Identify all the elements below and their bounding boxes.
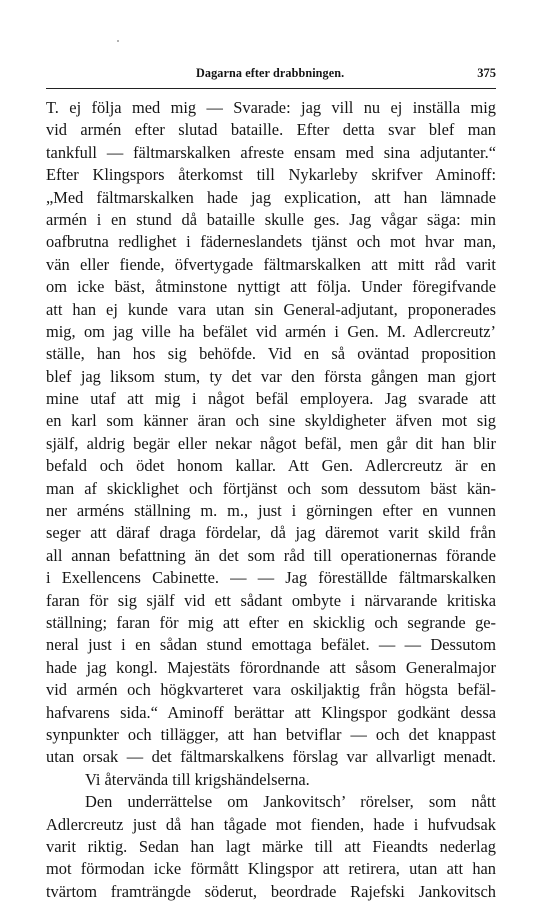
- text-line: hafvarens sida.“ Aminoff berättar att Klingspor godkänt dessa: [46, 702, 496, 722]
- text-line: i Exellencens Cabinette. — — Jag föreställde fältmarskalken: [46, 568, 496, 588]
- text-line: en karl som känner äran och sine skyldigheter äfven mot sig: [46, 411, 496, 431]
- running-title: Dagarna efter drabbningen.: [196, 66, 345, 80]
- text-line: all annan befattning än det som råd till operationernas förande: [46, 545, 496, 565]
- text-line: vid armén efter slutad bataille. Efter detta svar blef man: [46, 120, 496, 140]
- text-line: neral just i en sådan stund emottaga befälet. — — Dessutom: [46, 635, 496, 655]
- text-line: Vi återvända till krigshändelserna.: [85, 769, 310, 789]
- text-line: mine utaf att mig i något befäl employera. Jag svarade att: [46, 389, 496, 409]
- page-number: 375: [477, 66, 496, 80]
- text-line: ner arméns ställning m. m., just i görningen efter en vunnen: [46, 501, 496, 521]
- text-line: Den underrättelse om Jankovitsch’ rörelser, som nått: [85, 792, 496, 812]
- text-line: befald och ödet honom kallar. Att Gen. Adlercreutz är en: [46, 456, 496, 476]
- text-line: oafbrutna redlighet i fäderneslandets tjänst och mot hvar man,: [46, 232, 496, 252]
- text-line: seger att däraf draga fördelar, då jag däremot varit skild från: [46, 523, 496, 543]
- text-line: om icke bäst, åtminstone nyttigt att följa. Under föregifvande: [46, 277, 496, 297]
- text-line: Adlercreutz just då han tågade mot fienden, hade i hufvudsak: [46, 814, 496, 834]
- text-line: T. ej följa med mig — Svarade: jag vill nu ej inställa mig: [46, 98, 496, 117]
- text-line: hade jag kongl. Majestäts förordnande att såsom Generalmajor: [46, 657, 496, 677]
- text-line: mig, om jag ville ha befälet vid armén i Gen. M. Adlercreutz’: [46, 321, 496, 341]
- text-line: mot förmodan icke förmått Klingspor att retirera, utan att han: [46, 859, 496, 879]
- text-line: utan orsak — det fältmarskalkens förslag var allvarligt menadt.: [46, 747, 496, 767]
- text-line: tankfull — fältmarskalken afreste ensam med sina adjutanter.“: [46, 142, 496, 162]
- text-line: faran för sig själf vid ett sådant ombyte i närvarande kritiska: [46, 590, 496, 610]
- text-line: ställning; faran för mig att efter en skicklig och segrande ge-: [46, 612, 496, 632]
- text-line: ställe, han hos sig behöfde. Vid en så oväntad proposition: [46, 344, 496, 364]
- text-line: armén i en stund då bataille skulle ges. Jag vågar säga: min: [46, 209, 496, 229]
- text-line: att han ej kunde vara utan sin General-adjutant, proponerades: [46, 299, 496, 319]
- paper-speck: [117, 40, 119, 42]
- text-line: Efter Klingspors återkomst till Nykarleby skrifver Aminoff:: [46, 165, 496, 185]
- text-line: blef jag liksom stum, ty det var den första gången man gjort: [46, 366, 496, 386]
- text-line: synpunkter och tillägger, att han betviflar — och det knappast: [46, 724, 496, 744]
- header-rule: [46, 88, 496, 89]
- text-line: vid armén och högkvarteret vara oskiljaktig från högsta befäl-: [46, 680, 496, 700]
- text-line: vän eller fiende, öfvertygade fältmarskalken att mitt råd varit: [46, 254, 496, 274]
- page-header: [46, 64, 496, 84]
- body-text: [46, 97, 496, 903]
- text-line: „Med fältmarskalken hade jag explication, att han lämnade: [46, 187, 496, 207]
- text-line: själf, aldrig begär eller nekar något befäl, men går dit han blir: [46, 433, 496, 453]
- text-line: man af skicklighet och förtjänst och som dessutom bäst kän-: [46, 478, 496, 498]
- text-line: tvärtom framträngde söderut, beordrade Rajefski Jankovitsch: [46, 881, 496, 901]
- text-line: varit riktig. Sedan han lagt märke till att Fieandts nederlag: [46, 836, 496, 856]
